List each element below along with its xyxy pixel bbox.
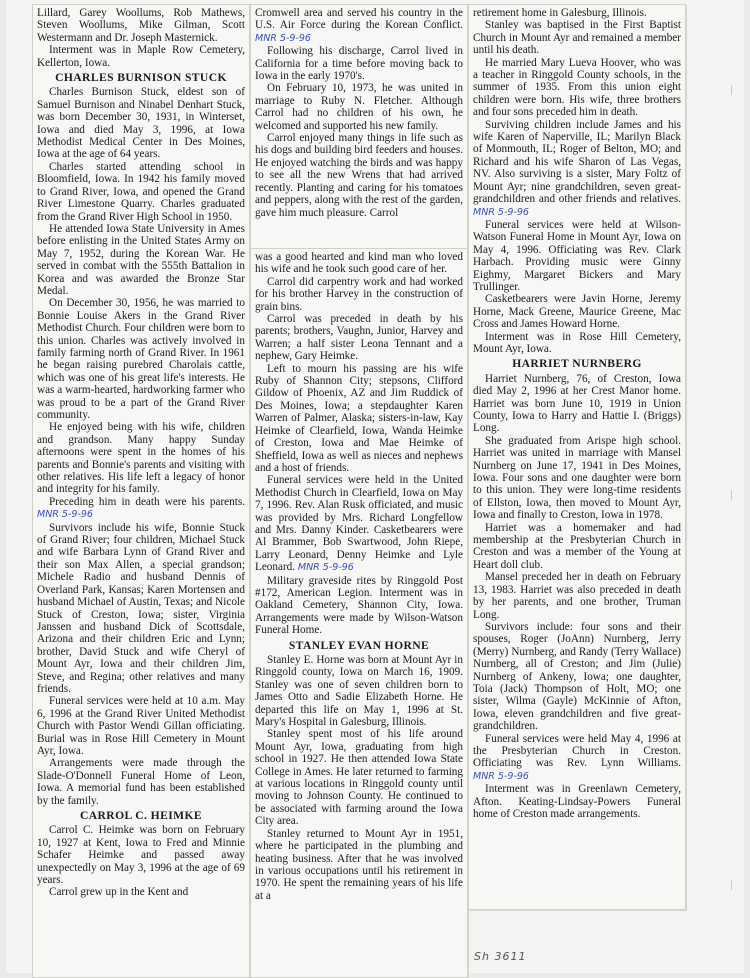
scan-edge-mark [731, 85, 740, 95]
obit-paragraph [37, 496, 245, 522]
obit-paragraph: Left to mourn his passing are his wife Ruby of Shannon City; stepsons, Clifford Gildow of Phoenix, AZ and Jim Ruddick of Des Moines, Iowa; a stepdaughter Karen Warren of Palmer, Alaska; sisters-in-law, Kay Heimke of Clearfield, Iowa, Wanda Heimke of Creston, Iowa and Mae Heimke of Sheffield, Iowa as well as nieces and nephews and a host of friends. [255, 362, 463, 474]
obit-paragraph: On February 10, 1973, he was united in marriage to Ruby N. Fletcher. Although Carrol had no children of his own, he welcomed and supported his new family. [255, 82, 463, 132]
obit-paragraph: was a good hearted and kind man who loved his wife and he took such good care of her. [255, 251, 463, 276]
obit-paragraph: Stanley spent most of his life around Mount Ayr, Iowa, graduating from high school in 1927. He then attended Iowa State College in Ames. He later returned to farming at various locations in Ringgold county until moving to Johnson County. He continued to be associated with farming around the Iowa City area. [255, 728, 463, 828]
obit-paragraph: Stanley was baptised in the First Baptist Church in Mount Ayr and remained a member until his death. [473, 19, 681, 57]
handwritten-note: MNR 5-9-96 [255, 32, 311, 44]
obit-paragraph: Harriet was a homemaker and had membership at the Presbyterian Church in Creston and was a member of the Young at Heart doll club. [473, 521, 681, 571]
preceded-text: Preceding him in death were his parents. [49, 495, 245, 508]
handwritten-note: MNR 5-9-96 [297, 562, 354, 574]
obit-paragraph: Carrol was preceded in death by his parents; brothers, Vaughn, Junior, Harvey and Warren; a half sister Leona Tennant and a nephew, Gary Heimke. [255, 313, 463, 363]
obit-paragraph [255, 474, 463, 574]
obit-paragraph: retirement home in Galesburg, Illinois. [473, 7, 647, 19]
obit-paragraph: She graduated from Arispe high school. Harriet was united in marriage with Mansel Nurnberg on June 17, 1941 in Des Moines, Iowa. Four sons and one daughter were born to this union. They were long-time residents of Ellston, Iowa, then moved to Mount Ayr, Iowa and finally to Creston, Iowa in 1978. [473, 434, 681, 522]
obit-paragraph: Interment was in Greenlawn Cemetery, Afton. Keating-Lindsay-Powers Funeral home of Creston made arrangements. [473, 783, 681, 820]
obit-paragraph: On December 30, 1956, he was married to Bonnie Louise Akers in the Grand River Methodist Church. Four children were born to this union. Charles was actively involved in family farming north of Grand River. In 1961 he began raising purebred Charolais cattle, which was one of his great life's interests. He was a warm-hearted, hardworking farmer who was proud to be a part of the Grand River community. [37, 297, 245, 421]
obit-paragraph: Stanley returned to Mount Ayr in 1951, where he participated in the plumbing and heating business. After that he was involved in various occupations until his retirement in 1970. He spent the remaining years of his life at a [255, 827, 463, 902]
scan-edge-mark [731, 880, 740, 890]
funeral-text: Funeral services were held May 4, 1996 at the Presbyterian Church in Creston. Officiating was Rev. Lynn Williams. [473, 732, 681, 770]
obit-paragraph: Following his discharge, Carrol lived in California for a time before moving back to Iowa in the early 1970's. [255, 45, 463, 83]
column-2-top-clipping [250, 4, 468, 250]
obit-paragraph: Survivors include: four sons and their spouses, Roger (JoAnn) Nurnberg, Jerry (Merry) Nurnberg, and Randy (Terry Wallace) Nurnberg, all of Creston; and Jim (Julie) Nurnberg of Ankeny, Iowa; one daughter, Toia (Jack) Thompson of Holt, MO; one sister, Wilma (Gayle) McKinnie of Afton, Iowa, eleven grandchildren and five great-grandchildren. [473, 620, 681, 733]
obit-paragraph: Carrol enjoyed many things in life such as his dogs and building bird feeders and houses. He enjoyed watching the birds and was happy to see all the new Wrens that had arrived recently. Planting and caring for his tomatoes and peppers, along with the rest of the garden, gave him much pleasure. Carrol [255, 132, 463, 219]
heimke-heading: CARROL C. HEIMKE [79, 809, 203, 822]
obit-paragraph: Stanley E. Horne was born at Mount Ayr in Ringgold county, Iowa on March 16, 1909. Stanley was one of seven children born to James Otto and Sadie Elizabeth Horne. He departed this life on May 1, 1996 at St. Mary's Hospital in Galesburg, Illinois. [255, 654, 463, 729]
obit-paragraph [473, 733, 681, 784]
obit-paragraph: He attended Iowa State University in Ames before enlisting in the United States Army on May 7, 1952, during the Korean War. He served in combat with the 555th Battalion in Korea and was awarded the Bronze Star Medal. [37, 222, 245, 297]
obit-paragraph: Survivors include his wife, Bonnie Stuck of Grand River; four children, Michael Stuck and wife Barbara Lynn of Grand River and their son Max Allen, a special grandson; Michele Radio and husband Dennis of Overland Park, Kansas; Karen Mortensen and husband Michael of Austin, Texas; and Nicole Stuck of Creston, Iowa; sister, Virginia Janssen and husband Dick of Scottsdale, Arizona and their children Eric and Lynn; brother, David Stuck and wife Cheryl of Mount Ayr, Iowa and their children Jim, Steve, and Regina; other relatives and many friends. [37, 521, 245, 695]
horne-heading: STANLEY EVAN HORNE [288, 638, 430, 652]
nurnberg-heading: HARRIET NURNBERG [512, 357, 642, 371]
obit-paragraph: Military graveside rites by Ringgold Post #172, American Legion. Interment was in Oakland Cemetery, Shannon City, Iowa. Arrangements were made by Wilson-Watson Funeral Home. [255, 574, 463, 637]
heimke-continued-text: Cromwell area and served his country in the U.S. Air Force during the Korean Conflict. [255, 7, 463, 32]
obit-paragraph: Harriet Nurnberg, 76, of Creston, Iowa died May 2, 1996 at her Crest Manor home. Harriet was born June 10, 1919 in Union County, Iowa to Harry and Hattie I. (Briggs) Long. [473, 372, 681, 435]
obit-paragraph [255, 7, 463, 45]
horne-continued-text: Lillard, Garey Woollums, Rob Mathews, Steven Woollums, Mike Gilman, Scott Westermann and Dr. Joseph Masternick. [37, 7, 245, 44]
handwritten-note: MNR 5-9-96 [37, 509, 93, 521]
handwritten-file-number: Sh 3611 [474, 950, 527, 963]
column-1-clipping [32, 4, 250, 978]
obit-paragraph: Carrol did carpentry work and had worked for his brother Harvey in the construction of grain bins. [255, 275, 463, 313]
funeral-text: Funeral services were held in the United Methodist Church in Clearfield, Iowa on May 7, 1996. Rev. Alan Rusk officiated, and music was provided by Mrs. Richard Longfellow and Mrs. Danny Kinder. Casketbearers were Al Brammer, Bob Swartwood, John Riepe, Larry Leonard, Denny Heimke and Lyle Leonard. [255, 474, 463, 574]
obit-paragraph: Carrol C. Heimke was born on February 10, 1927 at Kent, Iowa to Fred and Minnie Schafer Heimke and passed away unexpectedly on May 3, 1996 at the age of 69 years. [37, 824, 245, 887]
obit-paragraph: Funeral services were held at 10 a.m. May 6, 1996 at the Grand River United Methodist Church with Pastor Wendi Gillan officiating. Burial was in Rose Hill Cemetery in Mount Ayr, Iowa. [37, 695, 245, 757]
obit-paragraph: Charles Burnison Stuck, eldest son of Samuel Burnison and Ninabel Denhart Stuck, was born December 30, 1931, in Winterset, Iowa and died May 3, 1996, at Iowa Methodist Medical Center in Des Moines, Iowa at the age of 64 years. [37, 86, 245, 161]
column-2-bottom-clipping [250, 248, 468, 978]
obit-paragraph: He enjoyed being with his wife, children and grandson. Many happy Sunday afternoons were spent in the homes of his parents and Bonnie's parents and visiting with other relatives. His life left a legacy of honor and integrity for his family. [37, 421, 245, 496]
survivors-text: Surviving children include James and his wife Karen of Naperville, IL; Marilyn Black of Monmouth, IL; Roger of Belton, MO; and Richard and his wife Sharon of Las Vegas, NV. Also surviving is a sister, Mary Foltz of Mount Ayr; nine grandchildren, seven great-grandchildren and other friends and relatives. [473, 118, 681, 206]
obit-paragraph: Carrol grew up in the Kent and [49, 886, 189, 899]
obit-paragraph: Casketbearers were Javin Horne, Jeremy Horne, Mack Greene, Maurice Greene, Mac Cross and James Howard Horne. [473, 293, 681, 331]
handwritten-note: MNR 5-9-96 [473, 770, 529, 782]
obit-paragraph [473, 119, 681, 219]
scan-edge-mark [731, 490, 740, 500]
obit-paragraph: Charles started attending school in Bloomfield, Iowa. In 1942 his family moved to Grand River, Iowa, and opened the Grand River Limestone Quarry. Charles graduated from the Grand River High School in 1950. [37, 160, 245, 223]
column-3-clipping [468, 4, 686, 910]
obit-paragraph: Mansel preceded her in death on February 13, 1983. Harriet was also preceded in death by her parents, and one brother, Truman Long. [473, 571, 681, 621]
obit-paragraph: He married Mary Lueva Hoover, who was a teacher in Ringgold County schools, in the summer of 1935. From this union eight children were born. His wife, three brothers and four sons preceded him in death. [473, 56, 681, 119]
obit-paragraph: Arrangements were made through the Slade-O'Donnell Funeral Home of Leon, Iowa. A memorial fund has been established by the family. [37, 757, 245, 807]
obit-paragraph: Interment was in Rose Hill Cemetery, Mount Ayr, Iowa. [473, 330, 681, 355]
scrapbook-page [6, 0, 744, 973]
obit-paragraph: Funeral services were held at Wilson-Watson Funeral Home in Mount Ayr, Iowa on May 4, 1996. Officiating was Rev. Clark Harbach. Providing music were Ginny Eighmy, Margaret Bickers and Mary Trullinger. [473, 218, 681, 293]
handwritten-note: MNR 5-9-96 [473, 206, 529, 218]
interment-text: Interment was in Maple Row Cemetery, Kellerton, Iowa. [37, 44, 245, 69]
stuck-heading: CHARLES BURNISON STUCK [55, 71, 227, 85]
